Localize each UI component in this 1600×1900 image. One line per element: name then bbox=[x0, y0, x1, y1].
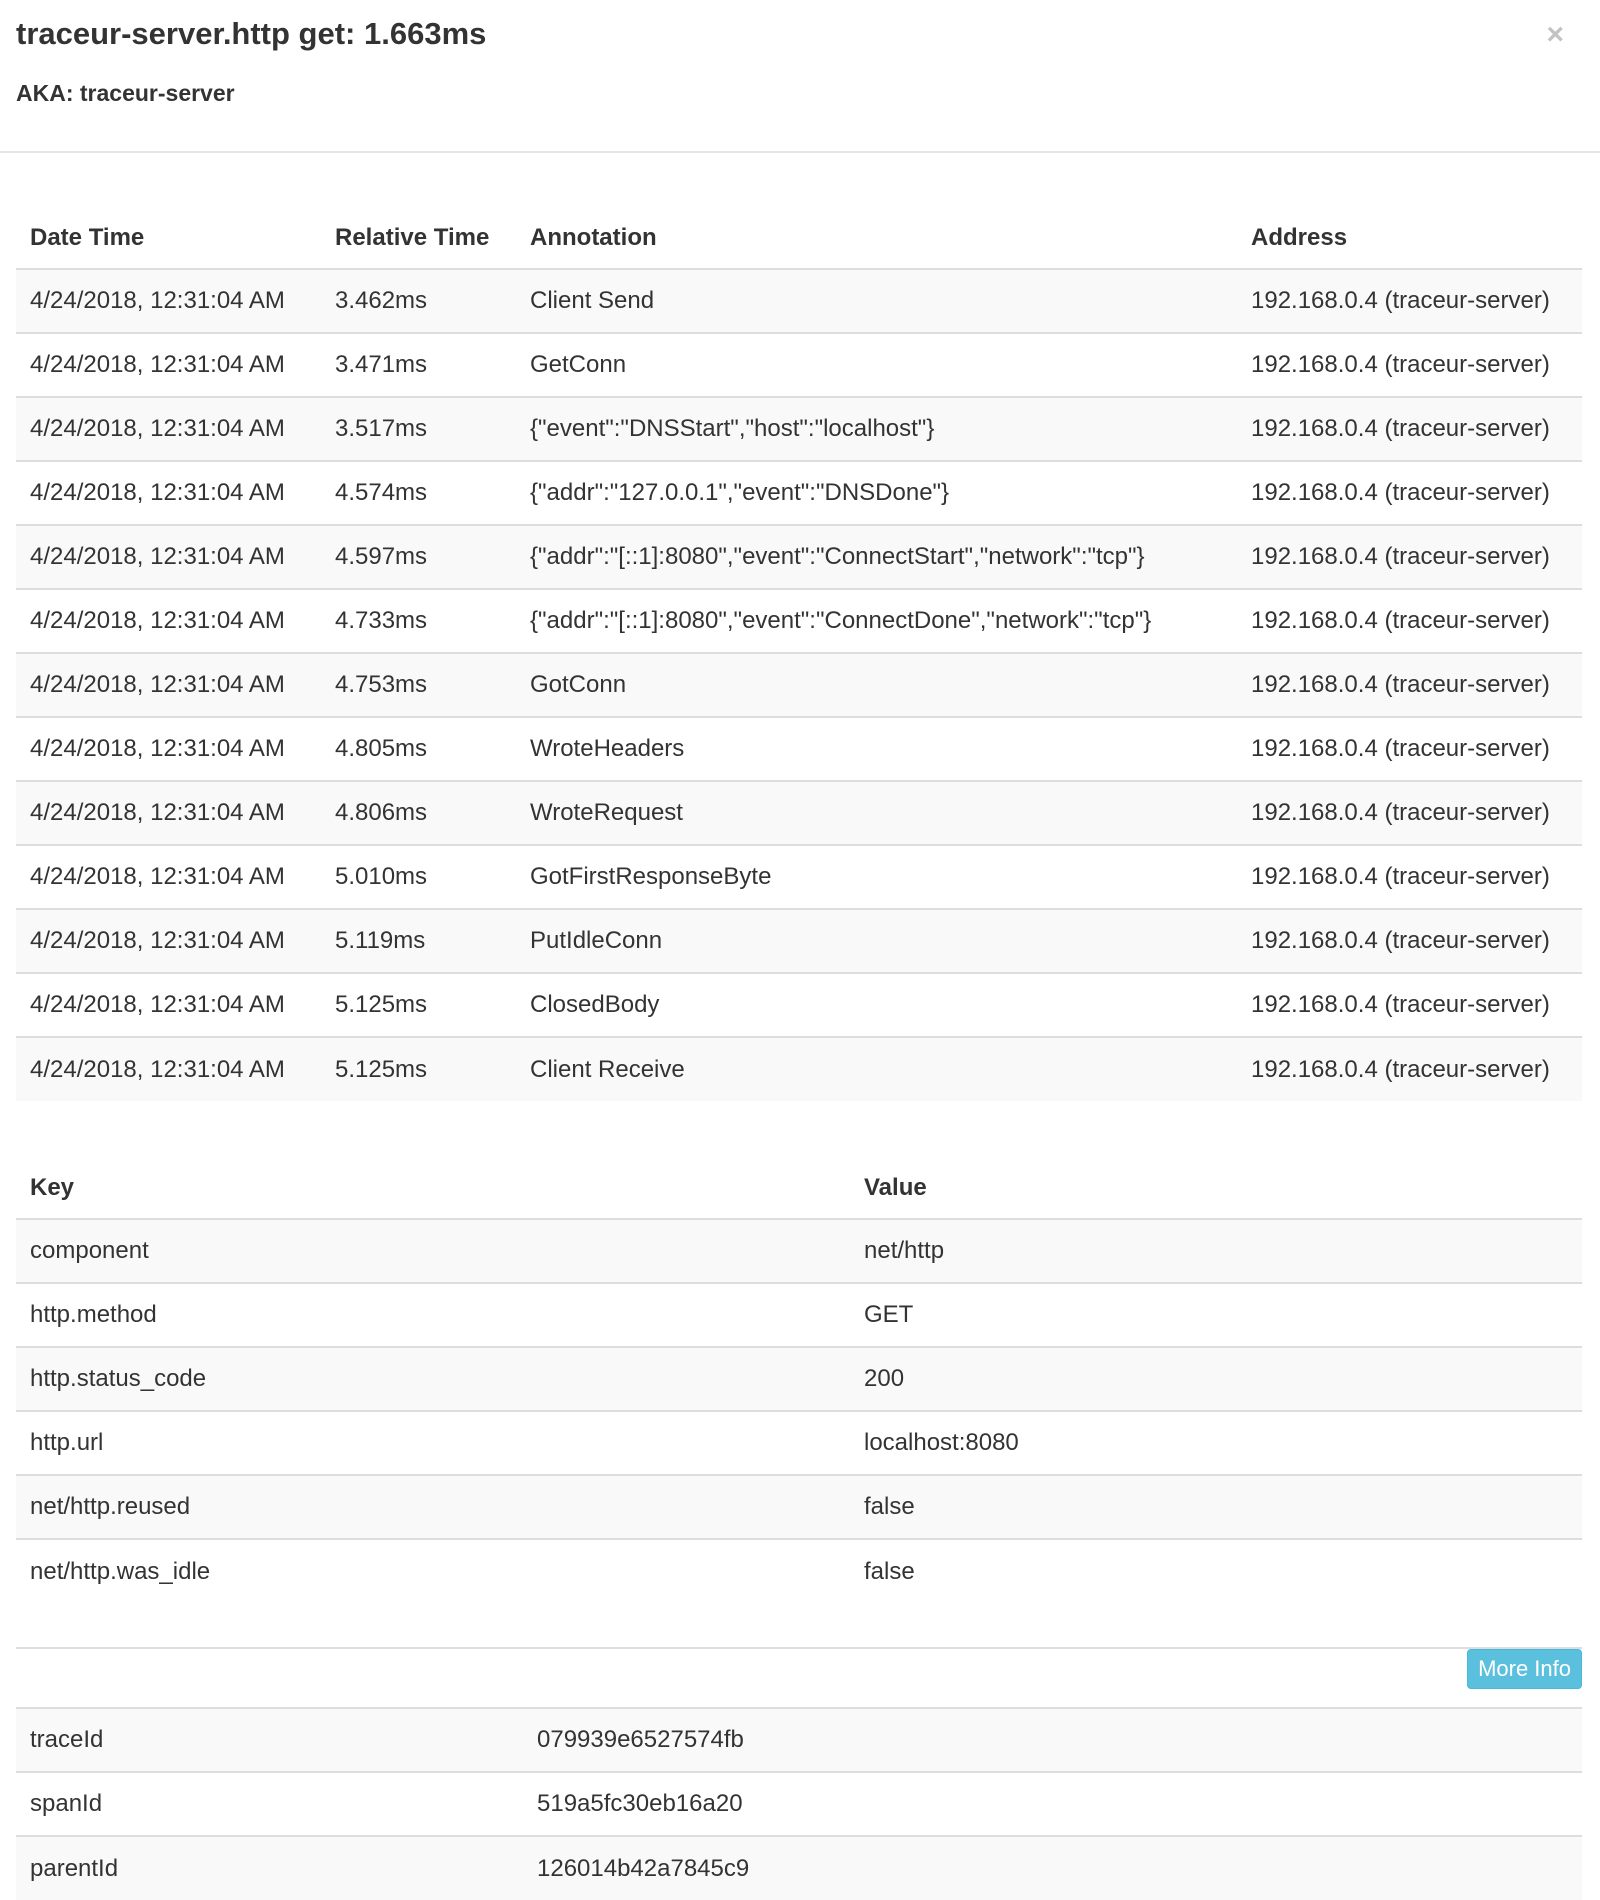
more-info-button[interactable]: More Info bbox=[1467, 1649, 1582, 1689]
table-row bbox=[16, 845, 1582, 909]
date-time-cell: 4/24/2018, 12:31:04 AM bbox=[16, 525, 321, 589]
column-header-value: Value bbox=[850, 1129, 1582, 1219]
address-cell: 192.168.0.4 (traceur-server) bbox=[1237, 1037, 1582, 1101]
table-row bbox=[16, 973, 1582, 1037]
tags-header-row bbox=[16, 1129, 1582, 1219]
column-header-address: Address bbox=[1237, 179, 1582, 269]
tag-value-cell: false bbox=[850, 1475, 1582, 1539]
address-cell: 192.168.0.4 (traceur-server) bbox=[1237, 717, 1582, 781]
address-cell: 192.168.0.4 (traceur-server) bbox=[1237, 589, 1582, 653]
tag-key-cell: http.method bbox=[16, 1283, 850, 1347]
annotation-cell: ClosedBody bbox=[516, 973, 1237, 1037]
relative-time-cell: 5.125ms bbox=[321, 973, 516, 1037]
table-row bbox=[16, 1037, 1582, 1101]
annotation-cell: Client Send bbox=[516, 269, 1237, 333]
span-aka: AKA: traceur-server bbox=[16, 80, 235, 106]
annotation-cell: GotFirstResponseByte bbox=[516, 845, 1237, 909]
tag-value-cell: 200 bbox=[850, 1347, 1582, 1411]
relative-time-cell: 4.733ms bbox=[321, 589, 516, 653]
annotations-body bbox=[16, 269, 1582, 1101]
relative-time-cell: 4.805ms bbox=[321, 717, 516, 781]
column-header-date-time: Date Time bbox=[16, 179, 321, 269]
address-cell: 192.168.0.4 (traceur-server) bbox=[1237, 653, 1582, 717]
id-value-cell: 519a5fc30eb16a20 bbox=[523, 1772, 1582, 1836]
table-row bbox=[16, 1772, 1582, 1836]
address-cell: 192.168.0.4 (traceur-server) bbox=[1237, 397, 1582, 461]
address-cell: 192.168.0.4 (traceur-server) bbox=[1237, 525, 1582, 589]
table-row bbox=[16, 781, 1582, 845]
date-time-cell: 4/24/2018, 12:31:04 AM bbox=[16, 589, 321, 653]
address-cell: 192.168.0.4 (traceur-server) bbox=[1237, 333, 1582, 397]
ids-toolbar bbox=[16, 1647, 1582, 1707]
date-time-cell: 4/24/2018, 12:31:04 AM bbox=[16, 909, 321, 973]
date-time-cell: 4/24/2018, 12:31:04 AM bbox=[16, 397, 321, 461]
close-icon[interactable]: × bbox=[1546, 18, 1564, 51]
annotation-cell: WroteRequest bbox=[516, 781, 1237, 845]
relative-time-cell: 4.597ms bbox=[321, 525, 516, 589]
tag-value-cell: false bbox=[850, 1539, 1582, 1603]
table-row bbox=[16, 269, 1582, 333]
relative-time-cell: 3.462ms bbox=[321, 269, 516, 333]
date-time-cell: 4/24/2018, 12:31:04 AM bbox=[16, 461, 321, 525]
relative-time-cell: 4.753ms bbox=[321, 653, 516, 717]
annotation-cell: WroteHeaders bbox=[516, 717, 1237, 781]
table-row bbox=[16, 333, 1582, 397]
modal-header bbox=[0, 0, 1600, 153]
table-row bbox=[16, 909, 1582, 973]
tag-key-cell: net/http.reused bbox=[16, 1475, 850, 1539]
annotation-cell: Client Receive bbox=[516, 1037, 1237, 1101]
address-cell: 192.168.0.4 (traceur-server) bbox=[1237, 269, 1582, 333]
address-cell: 192.168.0.4 (traceur-server) bbox=[1237, 461, 1582, 525]
relative-time-cell: 4.806ms bbox=[321, 781, 516, 845]
relative-time-cell: 5.125ms bbox=[321, 1037, 516, 1101]
date-time-cell: 4/24/2018, 12:31:04 AM bbox=[16, 653, 321, 717]
annotation-cell: {"addr":"[::1]:8080","event":"ConnectStart","network":"tcp"} bbox=[516, 525, 1237, 589]
address-cell: 192.168.0.4 (traceur-server) bbox=[1237, 909, 1582, 973]
tag-key-cell: net/http.was_idle bbox=[16, 1539, 850, 1603]
table-row bbox=[16, 1219, 1582, 1283]
annotations-table bbox=[16, 179, 1582, 1101]
date-time-cell: 4/24/2018, 12:31:04 AM bbox=[16, 717, 321, 781]
table-row bbox=[16, 525, 1582, 589]
table-row bbox=[16, 1539, 1582, 1603]
table-row bbox=[16, 397, 1582, 461]
tag-value-cell: net/http bbox=[850, 1219, 1582, 1283]
ids-table bbox=[16, 1707, 1582, 1900]
column-header-annotation: Annotation bbox=[516, 179, 1237, 269]
relative-time-cell: 4.574ms bbox=[321, 461, 516, 525]
annotation-cell: {"addr":"[::1]:8080","event":"ConnectDone","network":"tcp"} bbox=[516, 589, 1237, 653]
table-row bbox=[16, 653, 1582, 717]
annotation-cell: GotConn bbox=[516, 653, 1237, 717]
table-row bbox=[16, 1411, 1582, 1475]
tags-table bbox=[16, 1129, 1582, 1603]
table-row bbox=[16, 461, 1582, 525]
table-row bbox=[16, 1347, 1582, 1411]
annotation-cell: {"event":"DNSStart","host":"localhost"} bbox=[516, 397, 1237, 461]
table-row bbox=[16, 589, 1582, 653]
ids-body bbox=[16, 1708, 1582, 1900]
id-key-cell: traceId bbox=[16, 1708, 523, 1772]
date-time-cell: 4/24/2018, 12:31:04 AM bbox=[16, 781, 321, 845]
table-row bbox=[16, 1283, 1582, 1347]
relative-time-cell: 3.471ms bbox=[321, 333, 516, 397]
table-row bbox=[16, 1836, 1582, 1900]
id-key-cell: spanId bbox=[16, 1772, 523, 1836]
modal-body bbox=[0, 179, 1600, 1900]
relative-time-cell: 5.010ms bbox=[321, 845, 516, 909]
table-row bbox=[16, 1708, 1582, 1772]
column-header-relative-time: Relative Time bbox=[321, 179, 516, 269]
date-time-cell: 4/24/2018, 12:31:04 AM bbox=[16, 845, 321, 909]
date-time-cell: 4/24/2018, 12:31:04 AM bbox=[16, 269, 321, 333]
address-cell: 192.168.0.4 (traceur-server) bbox=[1237, 845, 1582, 909]
tag-value-cell: localhost:8080 bbox=[850, 1411, 1582, 1475]
id-value-cell: 079939e6527574fb bbox=[523, 1708, 1582, 1772]
table-row bbox=[16, 1475, 1582, 1539]
relative-time-cell: 5.119ms bbox=[321, 909, 516, 973]
tag-key-cell: http.status_code bbox=[16, 1347, 850, 1411]
tag-key-cell: http.url bbox=[16, 1411, 850, 1475]
date-time-cell: 4/24/2018, 12:31:04 AM bbox=[16, 1037, 321, 1101]
date-time-cell: 4/24/2018, 12:31:04 AM bbox=[16, 333, 321, 397]
annotation-cell: GetConn bbox=[516, 333, 1237, 397]
table-row bbox=[16, 717, 1582, 781]
tag-key-cell: component bbox=[16, 1219, 850, 1283]
address-cell: 192.168.0.4 (traceur-server) bbox=[1237, 973, 1582, 1037]
date-time-cell: 4/24/2018, 12:31:04 AM bbox=[16, 973, 321, 1037]
id-key-cell: parentId bbox=[16, 1836, 523, 1900]
relative-time-cell: 3.517ms bbox=[321, 397, 516, 461]
column-header-key: Key bbox=[16, 1129, 850, 1219]
tags-body bbox=[16, 1219, 1582, 1603]
tag-value-cell: GET bbox=[850, 1283, 1582, 1347]
span-title: traceur-server.http get: 1.663ms bbox=[16, 16, 487, 51]
id-value-cell: 126014b42a7845c9 bbox=[523, 1836, 1582, 1900]
address-cell: 192.168.0.4 (traceur-server) bbox=[1237, 781, 1582, 845]
annotation-cell: PutIdleConn bbox=[516, 909, 1237, 973]
annotations-header-row bbox=[16, 179, 1582, 269]
annotation-cell: {"addr":"127.0.0.1","event":"DNSDone"} bbox=[516, 461, 1237, 525]
